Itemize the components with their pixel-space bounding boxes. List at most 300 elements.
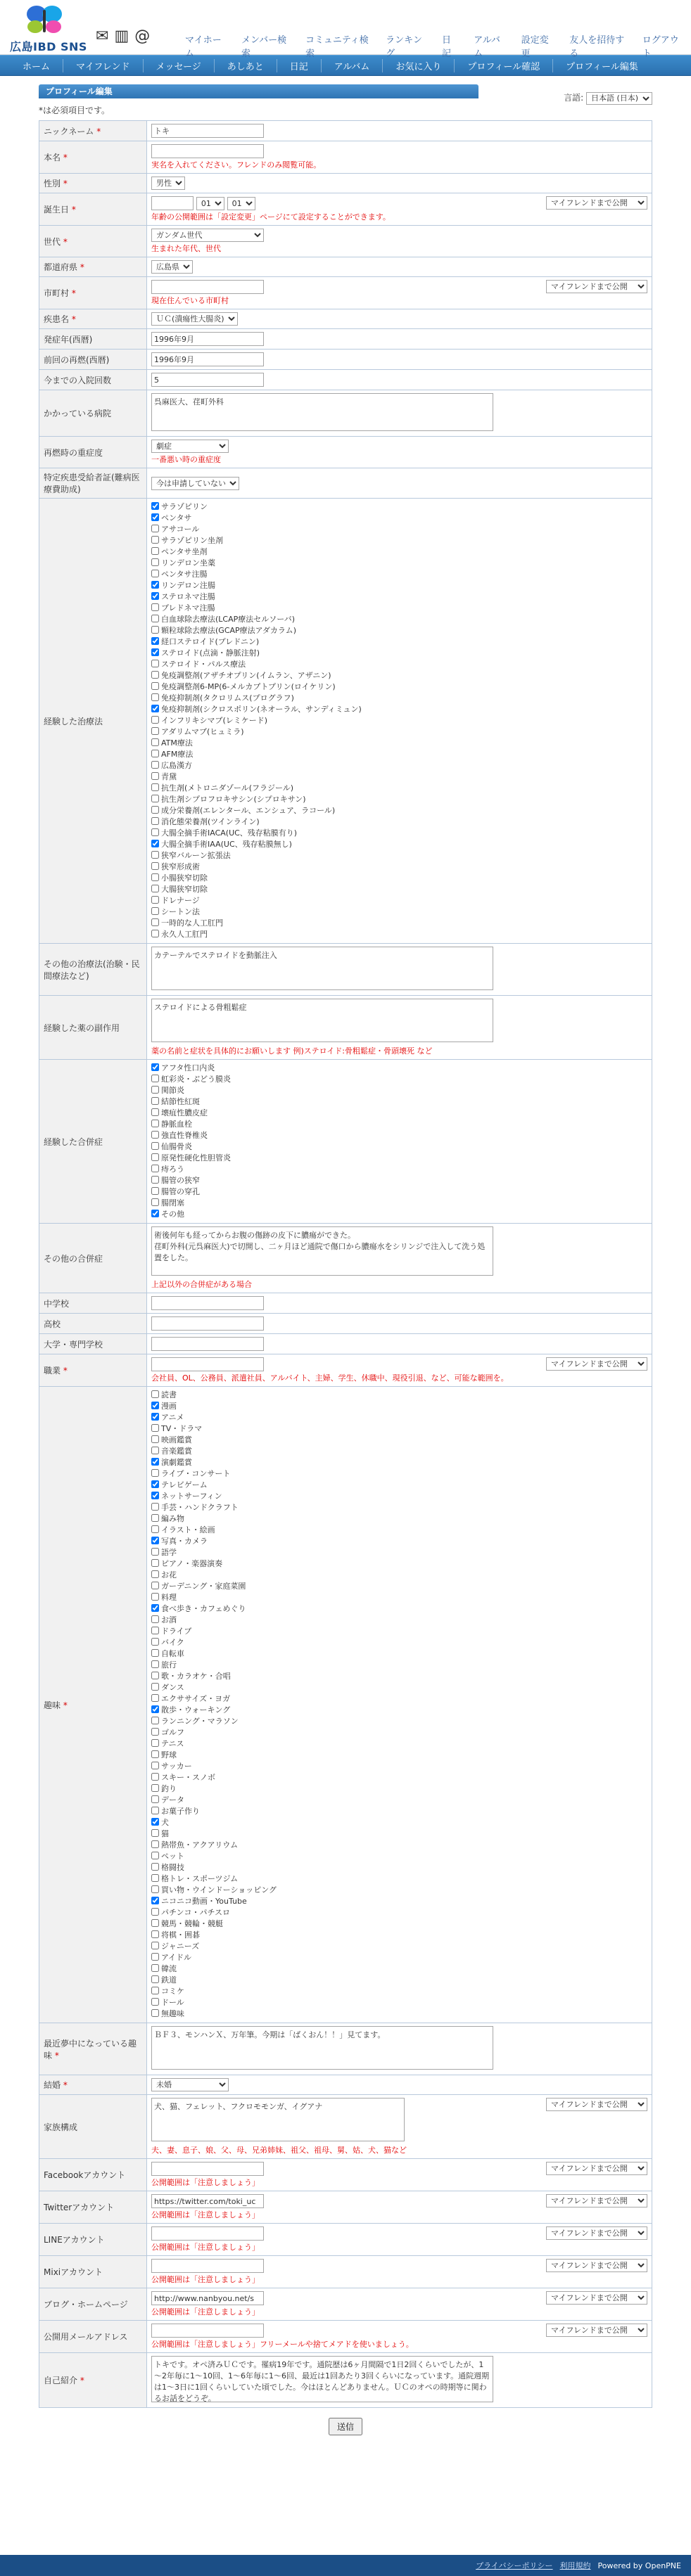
nav-home[interactable]: ホーム — [10, 59, 63, 72]
checkbox[interactable] — [151, 581, 159, 589]
language-label: 言語: — [564, 93, 584, 103]
nav-album[interactable]: アルバム — [322, 59, 383, 72]
checkbox-item[interactable] — [151, 1862, 647, 1873]
checkbox-item[interactable] — [151, 906, 647, 918]
at-sign-icon[interactable]: @ — [134, 27, 151, 45]
row-last-relapse — [39, 350, 652, 370]
checkbox-item[interactable] — [151, 1468, 647, 1480]
checkbox-item[interactable] — [151, 1716, 647, 1727]
checkbox-item[interactable] — [151, 1986, 647, 1997]
checkbox[interactable] — [151, 738, 159, 746]
checkbox[interactable] — [151, 1942, 159, 1949]
checkbox[interactable] — [151, 660, 159, 667]
checkbox-item[interactable] — [151, 1502, 647, 1513]
checkbox[interactable] — [151, 1987, 159, 1994]
checkbox[interactable] — [151, 1930, 159, 1938]
family-textarea[interactable] — [151, 2098, 405, 2141]
checkbox[interactable] — [151, 1086, 159, 1094]
menu-diary[interactable]: 日記 — [441, 35, 451, 59]
checkbox-item[interactable] — [151, 524, 647, 535]
checkbox-item[interactable] — [151, 929, 647, 940]
checkbox[interactable] — [151, 592, 159, 600]
checkbox[interactable] — [151, 750, 159, 757]
checkbox[interactable] — [151, 918, 159, 926]
checkbox-item[interactable] — [151, 681, 647, 693]
checkbox-item[interactable] — [151, 1851, 647, 1862]
checkbox[interactable] — [151, 1390, 159, 1398]
checkbox-item[interactable] — [151, 1941, 647, 1952]
checkbox[interactable] — [151, 1694, 159, 1702]
checkbox-item[interactable] — [151, 1761, 647, 1772]
checkbox[interactable] — [151, 1075, 159, 1082]
checkbox-item[interactable] — [151, 1873, 647, 1885]
checkbox[interactable] — [151, 1717, 159, 1724]
checkbox-item[interactable] — [151, 873, 647, 884]
nav-diary[interactable]: 日記 — [277, 59, 322, 72]
menu-album[interactable]: アルバム — [474, 35, 500, 59]
checkbox-item[interactable] — [151, 1828, 647, 1840]
checkbox[interactable] — [151, 727, 159, 735]
checkbox-item[interactable] — [151, 1480, 647, 1491]
checkbox[interactable] — [151, 1525, 159, 1533]
city-input[interactable] — [151, 280, 264, 294]
checkbox[interactable] — [151, 1660, 159, 1668]
menu-invite[interactable]: 友人を招待する — [569, 35, 625, 59]
checkbox-item[interactable] — [151, 1141, 647, 1153]
prefecture-select[interactable] — [151, 260, 193, 274]
checkbox-item[interactable] — [151, 1457, 647, 1468]
site-logo[interactable] — [10, 4, 87, 53]
mixi-public-select[interactable] — [546, 2259, 647, 2272]
job-public-select[interactable] — [546, 1357, 647, 1371]
privacy-policy-link[interactable]: プライバシーポリシー — [476, 2561, 553, 2570]
checkbox-item[interactable] — [151, 828, 647, 839]
checkbox[interactable] — [151, 772, 159, 780]
birth-month-select[interactable] — [196, 197, 224, 210]
checkbox[interactable] — [151, 2009, 159, 2017]
checkbox-item[interactable] — [151, 1806, 647, 1817]
twitter-public-select[interactable] — [546, 2194, 647, 2207]
birth-day-select[interactable] — [227, 197, 255, 210]
checkbox-item[interactable] — [151, 1592, 647, 1603]
checkbox-label: 猫 — [161, 1829, 169, 1838]
checkbox[interactable] — [151, 1919, 159, 1927]
checkbox[interactable] — [151, 761, 159, 769]
checkbox-item[interactable] — [151, 1525, 647, 1536]
checkbox-item[interactable] — [151, 1682, 647, 1693]
onset-input[interactable] — [151, 332, 264, 346]
checkbox-item[interactable] — [151, 625, 647, 636]
high-school-input[interactable] — [151, 1316, 264, 1331]
checkbox[interactable] — [151, 1964, 159, 1972]
checkbox[interactable] — [151, 1548, 159, 1556]
checkbox-label: ジャニーズ — [161, 1942, 200, 1951]
checkbox-item[interactable] — [151, 636, 647, 648]
checkbox[interactable] — [151, 1672, 159, 1679]
label-prefecture: 都道府県 * — [39, 257, 147, 277]
marriage-select[interactable] — [151, 2078, 229, 2091]
checkbox[interactable] — [151, 1627, 159, 1634]
checkbox[interactable] — [151, 547, 159, 555]
checkbox[interactable] — [151, 716, 159, 724]
checkbox[interactable] — [151, 637, 159, 645]
checkbox[interactable] — [151, 1773, 159, 1781]
checkbox-item[interactable] — [151, 1096, 647, 1108]
checkbox-item[interactable] — [151, 1164, 647, 1175]
checkbox-label: 編み物 — [161, 1514, 184, 1523]
checkbox[interactable] — [151, 1402, 159, 1409]
checkbox[interactable] — [151, 1683, 159, 1691]
checkbox[interactable] — [151, 1503, 159, 1511]
checkbox[interactable] — [151, 648, 159, 656]
checkbox[interactable] — [151, 682, 159, 690]
checkbox-item[interactable] — [151, 1435, 647, 1446]
checkbox-item[interactable] — [151, 1085, 647, 1096]
checkbox-item[interactable] — [151, 1570, 647, 1581]
checkbox-item[interactable] — [151, 501, 647, 513]
checkbox[interactable] — [151, 1447, 159, 1454]
checkbox[interactable] — [151, 513, 159, 521]
facebook-input[interactable] — [151, 2162, 264, 2176]
checkbox[interactable] — [151, 1807, 159, 1814]
checkbox-item[interactable] — [151, 614, 647, 625]
checkbox-item[interactable] — [151, 1963, 647, 1975]
side-effects-textarea[interactable] — [151, 999, 493, 1042]
checkbox-item[interactable] — [151, 749, 647, 760]
checkbox[interactable] — [151, 558, 159, 566]
checkbox[interactable] — [151, 570, 159, 577]
menu-myhome[interactable]: マイホーム — [185, 35, 222, 59]
checkbox-item[interactable] — [151, 850, 647, 861]
checkbox-item[interactable] — [151, 670, 647, 681]
checkbox-item[interactable] — [151, 580, 647, 591]
checkbox-item[interactable] — [151, 771, 647, 783]
checkbox-item[interactable] — [151, 1907, 647, 1918]
checkbox-item[interactable] — [151, 1119, 647, 1130]
checkbox-item[interactable] — [151, 693, 647, 704]
medical-cert-select[interactable] — [151, 477, 239, 490]
checkbox-item[interactable] — [151, 1175, 647, 1186]
checkbox-item[interactable] — [151, 603, 647, 614]
checkbox-item[interactable] — [151, 558, 647, 569]
checkbox[interactable] — [151, 930, 159, 937]
checkbox-item[interactable] — [151, 1626, 647, 1637]
checkbox-item[interactable] — [151, 895, 647, 906]
label-hobbies: 趣味 * — [39, 1387, 147, 2023]
checkbox[interactable] — [151, 851, 159, 859]
mixi-input[interactable] — [151, 2259, 264, 2273]
facebook-public-select[interactable] — [546, 2162, 647, 2175]
checkbox-item[interactable] — [151, 1186, 647, 1198]
checkbox[interactable] — [151, 1120, 159, 1127]
junior-high-input[interactable] — [151, 1296, 264, 1310]
checkbox[interactable] — [151, 525, 159, 532]
checkbox[interactable] — [151, 1559, 159, 1567]
checkbox-item[interactable] — [151, 1513, 647, 1525]
checkbox[interactable] — [151, 705, 159, 712]
severity-select[interactable] — [151, 440, 229, 453]
checkbox[interactable] — [151, 1570, 159, 1578]
checkbox[interactable] — [151, 603, 159, 611]
checkbox-item[interactable] — [151, 1885, 647, 1896]
checkbox[interactable] — [151, 1063, 159, 1071]
checkbox-item[interactable] — [151, 1412, 647, 1423]
nav-message[interactable]: メッセージ — [144, 59, 215, 72]
checkbox[interactable] — [151, 1784, 159, 1792]
checkbox[interactable] — [151, 615, 159, 622]
nav-profile-edit[interactable]: プロフィール編集 — [566, 61, 638, 72]
checkbox[interactable] — [151, 1492, 159, 1499]
nickname-input[interactable] — [151, 124, 264, 138]
menu-settings[interactable]: 設定変更 — [521, 35, 549, 59]
checkbox-item[interactable] — [151, 1491, 647, 1502]
checkbox[interactable] — [151, 1638, 159, 1646]
checkbox[interactable] — [151, 828, 159, 836]
checkbox-item[interactable] — [151, 1750, 647, 1761]
checkbox[interactable] — [151, 693, 159, 701]
admissions-input[interactable] — [151, 373, 264, 387]
checkbox[interactable] — [151, 1480, 159, 1488]
checkbox[interactable] — [151, 671, 159, 679]
checkbox-item[interactable] — [151, 1705, 647, 1716]
checkbox[interactable] — [151, 885, 159, 892]
checkbox[interactable] — [151, 1458, 159, 1466]
checkbox[interactable] — [151, 1176, 159, 1184]
checkbox[interactable] — [151, 873, 159, 881]
checkbox-item[interactable] — [151, 1558, 647, 1570]
checkbox-item[interactable] — [151, 715, 647, 726]
checkbox-item[interactable] — [151, 1693, 647, 1705]
checkbox-item[interactable] — [151, 1108, 647, 1119]
nav-footprints[interactable]: あしあと — [215, 59, 277, 72]
checkbox[interactable] — [151, 862, 159, 870]
checkbox[interactable] — [151, 626, 159, 634]
checkbox-item[interactable] — [151, 1997, 647, 2008]
checkbox[interactable] — [151, 1739, 159, 1747]
checkbox-label: 顆粒球除去療法(GCAP療法アダカラム) — [161, 626, 297, 635]
checkbox[interactable] — [151, 1582, 159, 1589]
checkbox-item[interactable] — [151, 1783, 647, 1795]
checkbox-item[interactable] — [151, 1446, 647, 1457]
checkbox-item[interactable] — [151, 783, 647, 794]
terms-link[interactable]: 利用規約 — [559, 2561, 591, 2570]
checkbox-item[interactable] — [151, 918, 647, 929]
checkbox-item[interactable] — [151, 1772, 647, 1783]
checkbox[interactable] — [151, 896, 159, 904]
checkbox-item[interactable] — [151, 1727, 647, 1738]
checkbox-item[interactable] — [151, 1671, 647, 1682]
checkbox[interactable] — [151, 1210, 159, 1217]
other-treatment-textarea[interactable] — [151, 947, 493, 990]
checkbox[interactable] — [151, 1953, 159, 1961]
birthday-public-select[interactable] — [546, 196, 647, 210]
blog-input[interactable] — [151, 2291, 264, 2305]
checkbox-label: ピアノ・楽器演奏 — [161, 1559, 223, 1568]
checkbox-item[interactable] — [151, 1063, 647, 1074]
recent-fav-textarea[interactable] — [151, 2026, 493, 2070]
checkbox[interactable] — [151, 1165, 159, 1172]
line-input[interactable] — [151, 2226, 264, 2241]
checkbox[interactable] — [151, 1795, 159, 1803]
other-complication-textarea[interactable] — [151, 1226, 493, 1276]
gender-select[interactable] — [151, 177, 185, 190]
checkbox[interactable] — [151, 1897, 159, 1904]
checkbox-item[interactable] — [151, 1840, 647, 1851]
checkbox-item[interactable] — [151, 1423, 647, 1435]
checkbox[interactable] — [151, 1153, 159, 1161]
checkbox[interactable] — [151, 502, 159, 510]
checkbox[interactable] — [151, 817, 159, 825]
checkbox[interactable] — [151, 783, 159, 791]
checkbox[interactable] — [151, 536, 159, 544]
checkbox-item[interactable] — [151, 1390, 647, 1401]
checkbox-item[interactable] — [151, 1198, 647, 1209]
checkbox[interactable] — [151, 1908, 159, 1916]
checkbox-item[interactable] — [151, 546, 647, 558]
menu-community-search[interactable]: コミュニティ検索 — [305, 35, 369, 59]
checkbox-item[interactable] — [151, 1401, 647, 1412]
hospital-textarea[interactable] — [151, 393, 493, 431]
checkbox-item[interactable] — [151, 513, 647, 524]
checkbox-item[interactable] — [151, 659, 647, 670]
disease-select[interactable] — [151, 312, 238, 326]
checkbox[interactable] — [151, 1762, 159, 1769]
checkbox[interactable] — [151, 1750, 159, 1758]
checkbox-item[interactable] — [151, 1918, 647, 1930]
checkbox[interactable] — [151, 1424, 159, 1432]
email-input[interactable] — [151, 2324, 264, 2338]
checkbox[interactable] — [151, 1728, 159, 1736]
last-relapse-input[interactable] — [151, 352, 264, 366]
checkbox[interactable] — [151, 1435, 159, 1443]
checkbox-item[interactable] — [151, 726, 647, 738]
mail-icon[interactable]: ✉ — [96, 27, 109, 45]
checkbox[interactable] — [151, 1108, 159, 1116]
checkbox[interactable] — [151, 1604, 159, 1612]
checkbox-item[interactable] — [151, 1074, 647, 1085]
checkbox-item[interactable] — [151, 1896, 647, 1907]
checkbox-item[interactable] — [151, 1153, 647, 1164]
email-public-select[interactable] — [546, 2324, 647, 2337]
checkbox-item[interactable] — [151, 591, 647, 603]
checkbox[interactable] — [151, 1469, 159, 1477]
checkbox-item[interactable] — [151, 1952, 647, 1963]
realname-input[interactable] — [151, 144, 264, 158]
birth-year-input[interactable] — [151, 196, 194, 210]
family-public-select[interactable] — [546, 2098, 647, 2111]
row-onset — [39, 329, 652, 350]
checkbox[interactable] — [151, 1705, 159, 1713]
checkbox-item[interactable] — [151, 884, 647, 895]
checkbox-item[interactable] — [151, 1738, 647, 1750]
checkbox-item[interactable] — [151, 760, 647, 771]
checkbox-item[interactable] — [151, 1615, 647, 1626]
intro-textarea[interactable] — [151, 2356, 493, 2402]
nav-profile-view[interactable]: プロフィール確認 — [455, 59, 553, 72]
checkbox[interactable] — [151, 1863, 159, 1871]
checkbox[interactable] — [151, 1829, 159, 1837]
checkbox[interactable] — [151, 840, 159, 847]
checkbox[interactable] — [151, 1840, 159, 1848]
checkbox[interactable] — [151, 1131, 159, 1139]
city-public-select[interactable] — [546, 280, 647, 293]
checkbox-item[interactable] — [151, 1130, 647, 1141]
checkbox[interactable] — [151, 1593, 159, 1601]
checkbox-item[interactable] — [151, 704, 647, 715]
checkbox[interactable] — [151, 1852, 159, 1859]
checkbox[interactable] — [151, 1874, 159, 1882]
checkbox[interactable] — [151, 1097, 159, 1105]
menu-member-search[interactable]: メンバー検索 — [241, 35, 287, 59]
checkbox[interactable] — [151, 1885, 159, 1893]
menu-logout[interactable]: ログアウト — [642, 35, 679, 59]
twitter-input[interactable] — [151, 2194, 264, 2208]
checkbox-item[interactable] — [151, 794, 647, 805]
checkbox-item[interactable] — [151, 1536, 647, 1547]
checkbox-item[interactable] — [151, 569, 647, 580]
job-input[interactable] — [151, 1357, 264, 1371]
checkbox-item[interactable] — [151, 861, 647, 873]
blog-public-select[interactable] — [546, 2291, 647, 2305]
checkbox[interactable] — [151, 1649, 159, 1657]
checkbox-item[interactable] — [151, 535, 647, 546]
checkbox[interactable] — [151, 1975, 159, 1983]
checkbox[interactable] — [151, 1998, 159, 2006]
checkbox-item[interactable] — [151, 1637, 647, 1648]
checkbox-label: アニメ — [161, 1413, 184, 1422]
university-input[interactable] — [151, 1337, 264, 1351]
checkbox-item[interactable] — [151, 816, 647, 828]
checkbox-item[interactable] — [151, 1930, 647, 1941]
checkbox[interactable] — [151, 1142, 159, 1150]
checkbox[interactable] — [151, 795, 159, 802]
checkbox-item[interactable] — [151, 1603, 647, 1615]
checkbox-item[interactable] — [151, 648, 647, 659]
checkbox[interactable] — [151, 1198, 159, 1206]
checkbox-item[interactable] — [151, 1648, 647, 1660]
checkbox[interactable] — [151, 907, 159, 915]
checkbox-item[interactable] — [151, 805, 647, 816]
checkbox-item[interactable] — [151, 1209, 647, 1220]
checkbox[interactable] — [151, 1615, 159, 1623]
checkbox-item[interactable] — [151, 738, 647, 749]
checkbox[interactable] — [151, 1413, 159, 1421]
checkbox[interactable] — [151, 1187, 159, 1195]
nav-myfriend[interactable]: マイフレンド — [63, 59, 144, 72]
checkbox-item[interactable] — [151, 1795, 647, 1806]
submit-button[interactable]: 送信 — [329, 2418, 362, 2435]
checkbox-item[interactable] — [151, 1817, 647, 1828]
checkbox[interactable] — [151, 1537, 159, 1544]
line-public-select[interactable] — [546, 2226, 647, 2240]
language-select[interactable] — [586, 92, 652, 105]
menu-ranking[interactable]: ランキング — [386, 35, 422, 59]
checkbox-item[interactable] — [151, 1581, 647, 1592]
checkbox-item[interactable] — [151, 1975, 647, 1986]
label-marriage: 結婚 * — [39, 2075, 147, 2095]
checkbox-item[interactable] — [151, 1547, 647, 1558]
bookshelf-icon[interactable]: ▥ — [114, 27, 129, 45]
checkbox-label: ネットサーフィン — [161, 1492, 222, 1501]
checkbox[interactable] — [151, 806, 159, 814]
checkbox-item[interactable] — [151, 2008, 647, 2020]
checkbox[interactable] — [151, 1818, 159, 1826]
checkbox-item[interactable] — [151, 839, 647, 850]
nav-favorites[interactable]: お気に入り — [383, 59, 455, 72]
checkbox-item[interactable] — [151, 1660, 647, 1671]
checkbox[interactable] — [151, 1514, 159, 1522]
generation-select[interactable] — [151, 229, 264, 242]
